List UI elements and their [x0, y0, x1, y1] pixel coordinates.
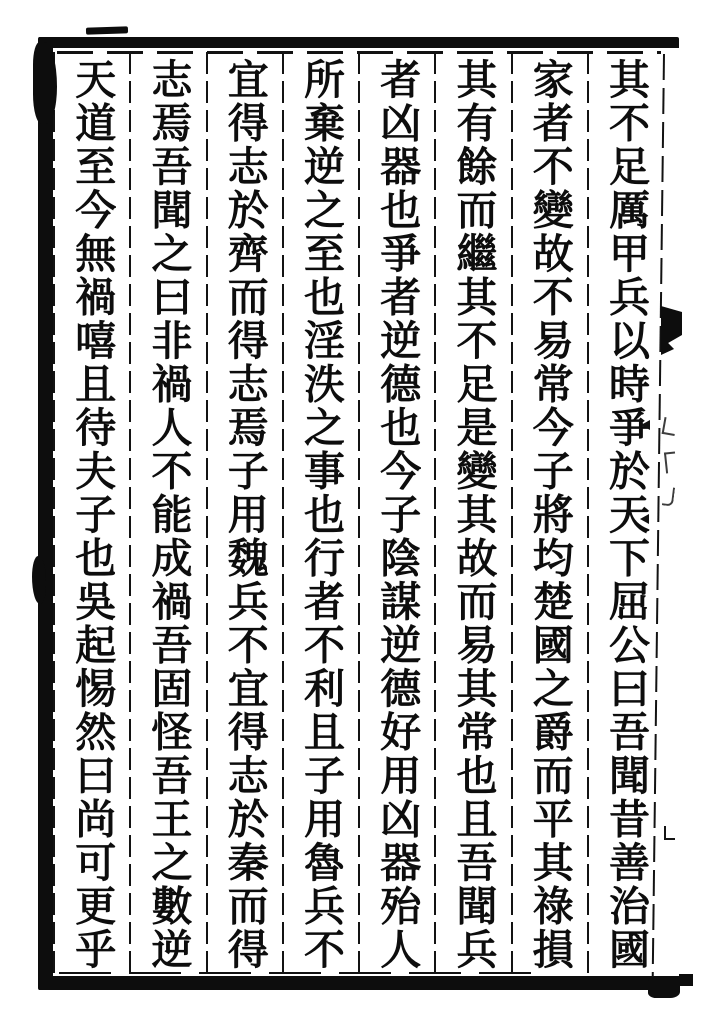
corner-fragment-mark: [664, 826, 675, 840]
text-column-5: 所棄逆之至也淫泆之事也行者不利且子用魯兵不: [282, 48, 358, 976]
page-frame: [38, 37, 679, 990]
text-column-7: 志焉吾聞之曰非禍人不能成禍吾固怪吾王之數逆: [129, 48, 205, 976]
text-column-8: 天道至今無禍嘻且待夫子也吳起惕然曰尚可更乎: [53, 48, 129, 976]
ink-speck: [640, 514, 649, 524]
ink-speck: [641, 420, 650, 430]
scan-artifact: [648, 977, 680, 998]
illegible-fragment-mark: [664, 451, 677, 473]
text-column-3: 其有餘而繼其不足是變其故而易其常也且吾聞兵: [434, 48, 510, 976]
scan-artifact: [679, 974, 693, 986]
scan-artifact: [86, 26, 128, 34]
text-column-4: 者凶器也爭者逆德也今子陰謀逆德好用凶器殆人: [358, 48, 434, 976]
text-column-6: 宜得志於齊而得志焉子用魏兵不宜得志於秦而得: [206, 48, 282, 976]
text-block: [53, 48, 663, 976]
page-content: [53, 48, 679, 976]
scan-artifact: [32, 556, 46, 604]
text-column-1: 其不足厲甲兵以時爭於天下屈公曰吾聞昔善治國: [587, 48, 663, 976]
text-column-2: 家者不變故不易常今子將均楚國之爵而平其祿損: [511, 48, 587, 976]
